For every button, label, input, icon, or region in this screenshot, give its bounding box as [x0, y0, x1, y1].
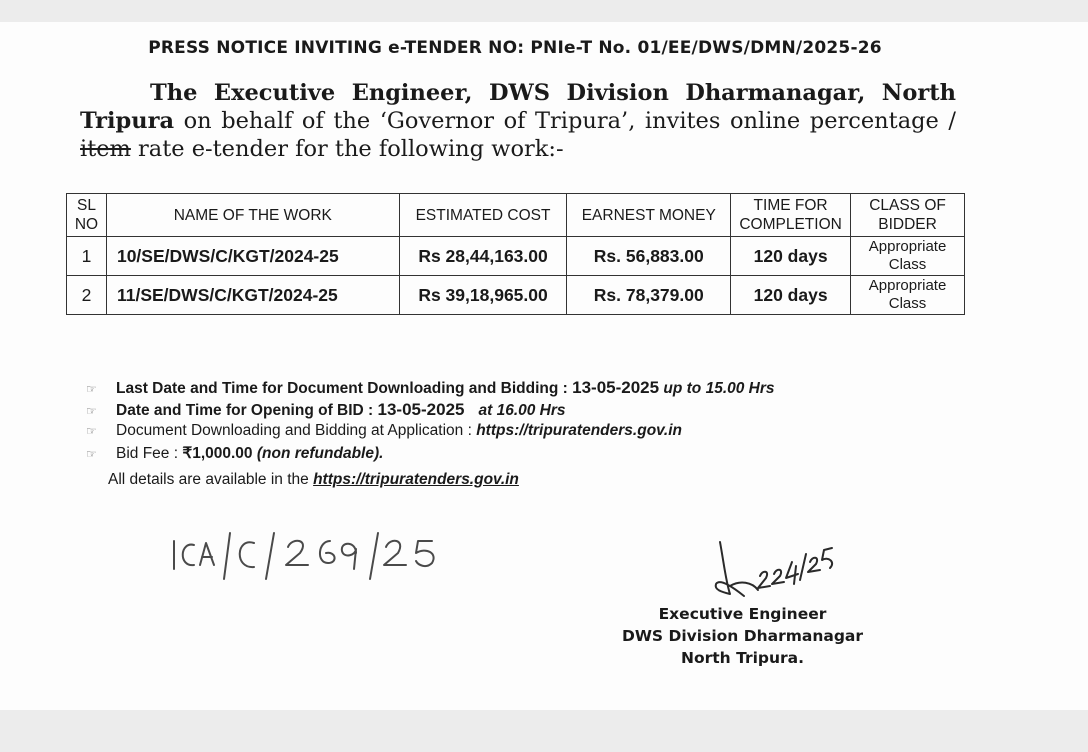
cell-work-name: 11/SE/DWS/C/KGT/2024-25	[106, 276, 399, 315]
cell-work-name: 10/SE/DWS/C/KGT/2024-25	[106, 237, 399, 276]
handwritten-reference	[168, 527, 458, 592]
header-class: CLASS OF BIDDER	[851, 194, 965, 237]
header-cost: ESTIMATED COST	[399, 194, 567, 237]
cell-sl: 2	[67, 276, 107, 315]
details-line	[108, 471, 519, 489]
cell-earnest: Rs. 78,379.00	[567, 276, 731, 315]
download-url-link[interactable]: https://tripuratenders.gov.in	[476, 422, 683, 439]
cell-class: Appropriate Class	[851, 276, 965, 315]
issuing-authority: The Executive Engineer, DWS Division Dharmanagar, North Tripura	[80, 80, 956, 134]
intro-text-2: rate e-tender for the following work:-	[130, 136, 564, 162]
list-item	[86, 422, 846, 444]
header-sl: SL NO	[67, 194, 107, 237]
list-item	[86, 400, 846, 422]
table-row	[67, 237, 965, 276]
last-date-value: 13-05-2025	[572, 378, 660, 397]
notice-page	[0, 22, 1088, 710]
header-earnest: EARNEST MONEY	[567, 194, 731, 237]
last-date-label: Last Date and Time for Document Downloading and Bidding :	[116, 380, 568, 397]
list-item	[86, 444, 846, 466]
pointing-hand-icon: ☞	[86, 447, 97, 461]
opening-label: Date and Time for Opening of BID :	[116, 402, 374, 419]
cell-time: 120 days	[731, 276, 851, 315]
handwritten-reference-ink	[168, 527, 458, 587]
signer-district: North Tripura.	[680, 649, 805, 667]
last-date-time: up to 15.00 Hrs	[663, 380, 775, 397]
list-item	[86, 378, 846, 400]
schedule-list	[86, 378, 846, 466]
cell-earnest: Rs. 56,883.00	[567, 237, 731, 276]
pointing-hand-icon: ☞	[86, 424, 97, 438]
notice-headline: PRESS NOTICE INVITING e-TENDER NO: PNIe-T No. 01/EE/DWS/DMN/2025-26	[148, 38, 882, 58]
table-header-row	[67, 194, 965, 237]
cell-sl: 1	[67, 237, 107, 276]
signature-ink	[700, 534, 840, 606]
download-label: Document Downloading and Bidding at Application :	[116, 422, 472, 439]
fee-note: (non refundable).	[256, 445, 384, 462]
opening-value: 13-05-2025	[377, 400, 465, 419]
works-table	[66, 193, 965, 315]
table-row	[67, 276, 965, 315]
fee-value: ₹1,000.00	[182, 445, 253, 462]
cell-cost: Rs 39,18,965.00	[399, 276, 567, 315]
cell-cost: Rs 28,44,163.00	[399, 237, 567, 276]
details-url-link[interactable]: https://tripuratenders.gov.in	[313, 471, 519, 488]
cell-time: 120 days	[731, 237, 851, 276]
struck-word: item	[80, 136, 131, 162]
pointing-hand-icon: ☞	[86, 404, 97, 418]
pointing-hand-icon: ☞	[86, 382, 97, 396]
intro-text-1: on behalf of the ‘Governor of Tripura’, invites online percentage /	[174, 108, 956, 134]
header-time: TIME FOR COMPLETION	[731, 194, 851, 237]
fee-label: Bid Fee :	[116, 445, 179, 462]
signer-title: Executive Engineer	[658, 605, 827, 623]
signer-block	[600, 603, 885, 669]
cell-class: Appropriate Class	[851, 237, 965, 276]
header-name: NAME OF THE WORK	[106, 194, 399, 237]
signature	[700, 534, 840, 611]
opening-time: at 16.00 Hrs	[478, 402, 566, 419]
intro-paragraph	[80, 79, 956, 163]
details-text: All details are available in the	[108, 471, 309, 488]
signer-division: DWS Division Dharmanagar	[621, 627, 864, 645]
